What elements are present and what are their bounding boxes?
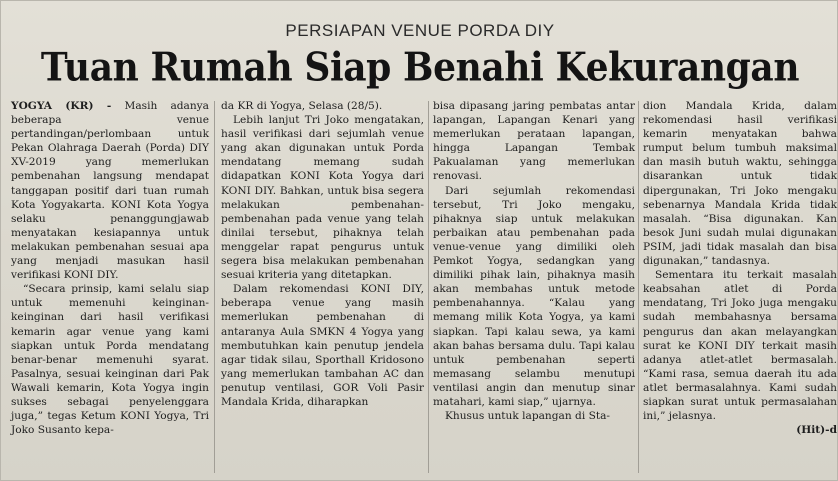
column-divider xyxy=(428,101,429,473)
article-column-4 xyxy=(643,99,837,437)
article-kicker: PERSIAPAN VENUE PORDA DIY xyxy=(285,21,555,40)
column-divider xyxy=(638,101,639,473)
article-paragraph: Lebih lanjut Tri Joko mengatakan, hasil verifikasi dari sejumlah venue yang akan digunakan untuk Porda mendatang memang sudah didapatkan KONI Kota Yogya dari KONI DIY. Bahkan, untuk bisa segera melakukan pembenahan-pembenahan pada venue yang telah dinilai tersebut, pihaknya telah menggelar rapat pengurus untuk segera bisa melakukan pembenahan sesuai kriteria yang ditetapkan. xyxy=(221,114,424,282)
article-paragraph: bisa dipasang jaring pembatas antar lapangan, Lapangan Kenari yang memerlukan perataan lapangan, hingga Lapangan Tembak Pakualaman yang memerlukan renovasi. xyxy=(433,100,635,183)
article-paragraph: da KR di Yogya, Selasa (28/5). xyxy=(221,100,383,112)
article-column-1 xyxy=(11,99,209,437)
article-column-3 xyxy=(433,99,635,423)
article-dateline: YOGYA (KR) - xyxy=(11,100,112,112)
article-headline: Tuan Rumah Siap Benahi Kekurangan xyxy=(40,45,800,91)
article-paragraph: “Secara prinsip, kami selalu siap untuk memenuhi keinginan-keinginan dari hasil verifikasi kemarin agar venue yang kami siapkan untuk Porda mendatang benar-benar memenuhi syarat. Pasalnya, sesuai keinginan dari Pak Wawali kemarin, Kota Yogya ingin sukses sebagai penyelenggara juga,” tegas Ketum KONI Yogya, Tri Joko Susanto kepa- xyxy=(11,283,209,437)
article-column-2 xyxy=(221,99,424,409)
article-paragraph: Sementara itu terkait masalah keabsahan atlet di Porda mendatang, Tri Joko juga mengaku sudah membahasnya bersama pengurus dan akan melayangkan surat ke KONI DIY terkait masih adanya atlet-atlet bermasalah. “Kami rasa, semua daerah itu ada atlet bermasalahnya. Kami sudah siapkan surat untuk permasalahan ini,” jelasnya. xyxy=(643,269,837,423)
article-paragraph: Dalam rekomendasi KONI DIY, beberapa venue yang masih memerlukan pembenahan di antaranya Aula SMKN 4 Yogya yang membutuhkan kain penutup jendela agar tidak silau, Sporthall Kridosono yang memerlukan tambahan AC dan penutup ventilasi, GOR Voli Pasir Mandala Krida, diharapkan xyxy=(221,283,424,408)
article-paragraph: dion Mandala Krida, dalam rekomendasi hasil verifikasi kemarin menyatakan bahwa rumput belum tumbuh maksimal dan masih butuh waktu, sehingga disarankan untuk tidak dipergunakan, Tri Joko mengaku sebenarnya Mandala Krida tidak masalah. “Bisa digunakan. Kan besok Juni sudah mulai digunakan PSIM, jadi tidak masalah dan bisa digunakan,” tandasnya. xyxy=(643,100,837,268)
article-paragraph: Khusus untuk lapangan di Sta- xyxy=(445,410,610,423)
column-divider xyxy=(214,101,215,473)
article-paragraph: YOGYA (KR) - Masih adanya beberapa venue pertandingan/perlombaan untuk Pekan Olahraga Daerah (Porda) DIY XV-2019 yang memerlukan pembenahan langsung mendapat tanggapan positif dari tuan rumah Kota Yogyakarta. KONI Kota Yogya selaku penanggungjawab menyatakan kesiapannya untuk melakukan pembenahan sesuai apa yang menjadi masukan hasil verifikasi KONI DIY. xyxy=(11,100,209,282)
article-paragraph: Dari sejumlah rekomendasi tersebut, Tri Joko mengaku, pihaknya siap untuk melakukan perbaikan atau pembenahan pada venue-venue yang dimiliki oleh Pemkot Yogya, sedangkan yang dimiliki pihak lain, pihaknya masih akan membahas untuk metode pembenahannya. “Kalau yang memang milik Kota Yogya, ya kami siapkan. Tapi kalau sewa, ya kami akan bahas bersama dulu. Tapi kalau untuk pembenahan seperti memasang selambu menutupi ventilasi angin dan menutup sinar matahari, kami siap,” ujarnya. xyxy=(433,184,635,408)
article-credit: (Hit)-d xyxy=(796,424,837,437)
article-body xyxy=(9,99,835,479)
